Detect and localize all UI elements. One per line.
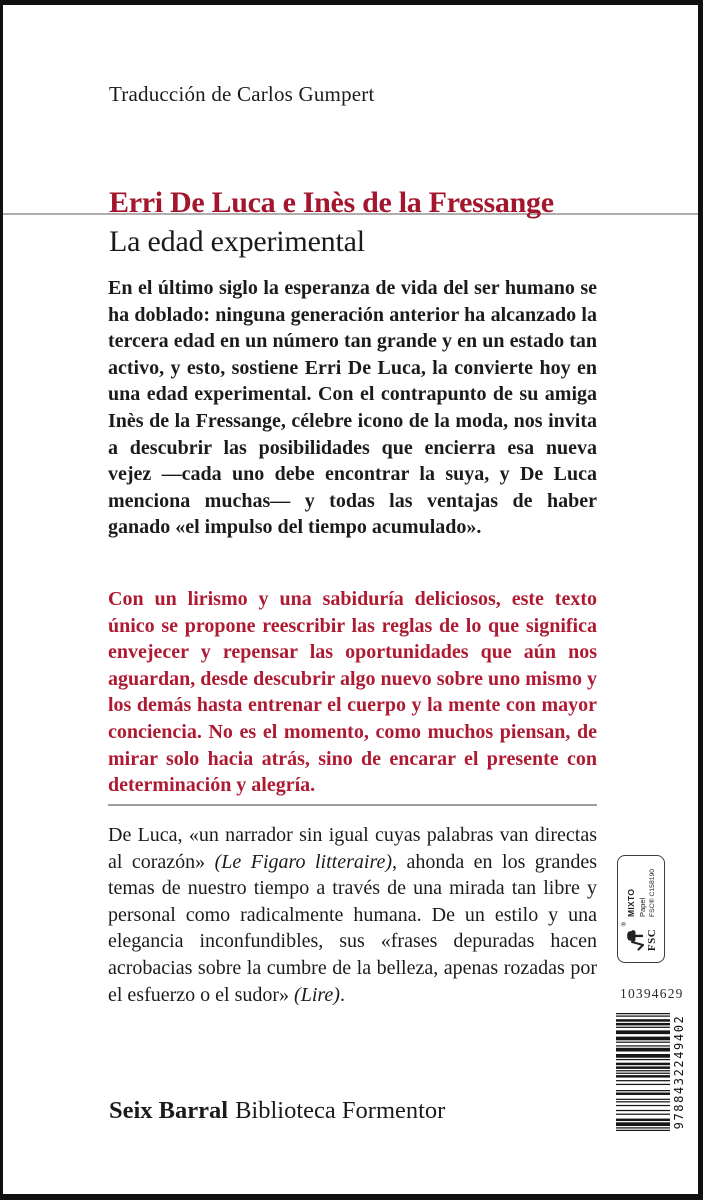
translator-credit: Traducción de Carlos Gumpert: [109, 82, 375, 106]
cover-edge-bottom: [0, 1194, 703, 1200]
fsc-wordmark: FSC: [646, 928, 658, 952]
publisher-collection: Biblioteca Formentor: [235, 1097, 446, 1124]
registered-trademark-symbol: ®: [622, 922, 628, 927]
fsc-label-box: [617, 855, 665, 963]
authors-heading: Erri De Luca e Inès de la Fressange: [109, 186, 554, 219]
divider-line-review: [108, 804, 597, 806]
book-title: La edad experimental: [109, 225, 365, 258]
ean-barcode: [616, 1013, 688, 1131]
barcode-bars-graphic: [616, 1013, 670, 1131]
fsc-tree-check-icon: [625, 928, 647, 952]
review-text: De Luca, «un narrador sin igual cuyas palabras van directas al corazón»: [108, 824, 597, 873]
fsc-cert-type: MIXTO: [626, 888, 636, 917]
publisher-brand: Seix Barral: [109, 1097, 229, 1124]
barcode-rotated-block: [616, 1013, 688, 1131]
barcode-number: 9788432249402: [672, 1014, 686, 1130]
review-paragraph: [108, 822, 597, 1008]
fsc-certification-label: [617, 855, 665, 963]
fsc-material: Papel: [638, 897, 647, 917]
review-text: .: [339, 983, 345, 1006]
publisher-logotype: [109, 1097, 445, 1125]
review-citation-lire: (Lire): [294, 983, 340, 1006]
cover-edge-right: [698, 0, 703, 1200]
fsc-logo-block: [622, 922, 658, 956]
synopsis-paragraph: En el último siglo la esperanza de vida del ser humano se ha doblado: ninguna generación anterior ha alcanzado la tercera edad en un número tan grande y en un estado tan activo, y esto, sostiene Erri De Luca, la convierte hoy en una edad experimental. Con el contrapunto de su amiga Inès de la Fressange, célebre icono de la moda, nos invita a descubrir las posibilidades que encierra esa nueva vejez —cada uno debe encontrar la suya, y De Luca menciona muchas— y todas las ventajas de haber ganado «el impulso del tiempo acumulado».: [108, 277, 597, 539]
review-text: , ahonda en los grandes temas de nuestro tiempo a través de una mirada tan libre y personal como radicalmente humana. De un estilo y una elegancia inconfundibles, sus «frases depuradas hacen acrobacias sobre la cumbre de la belleza, apenas rozadas por el esfuerzo o el sudor»: [108, 850, 597, 1006]
cover-edge-top: [0, 0, 703, 5]
review-citation-figaro: (Le Figaro litteraire): [214, 850, 393, 873]
cover-edge-left: [0, 0, 3, 1200]
fsc-label-text: [626, 869, 656, 917]
print-code: 10394629: [620, 986, 684, 1001]
fsc-license-code: FSC® C158190: [649, 868, 656, 917]
highlight-paragraph: Con un lirismo y una sabiduría deliciosos, este texto único se propone reescribir las reglas de lo que significa envejecer y repensar las oportunidades que aún nos aguardan, desde descubrir algo nuevo sobre uno mismo y los demás hasta entrenar el cuerpo y la mente con mayor conciencia. No es el momento, como muchos piensan, de mirar solo hacia atrás, sino de encarar el presente con determinación y alegría.: [108, 588, 597, 797]
